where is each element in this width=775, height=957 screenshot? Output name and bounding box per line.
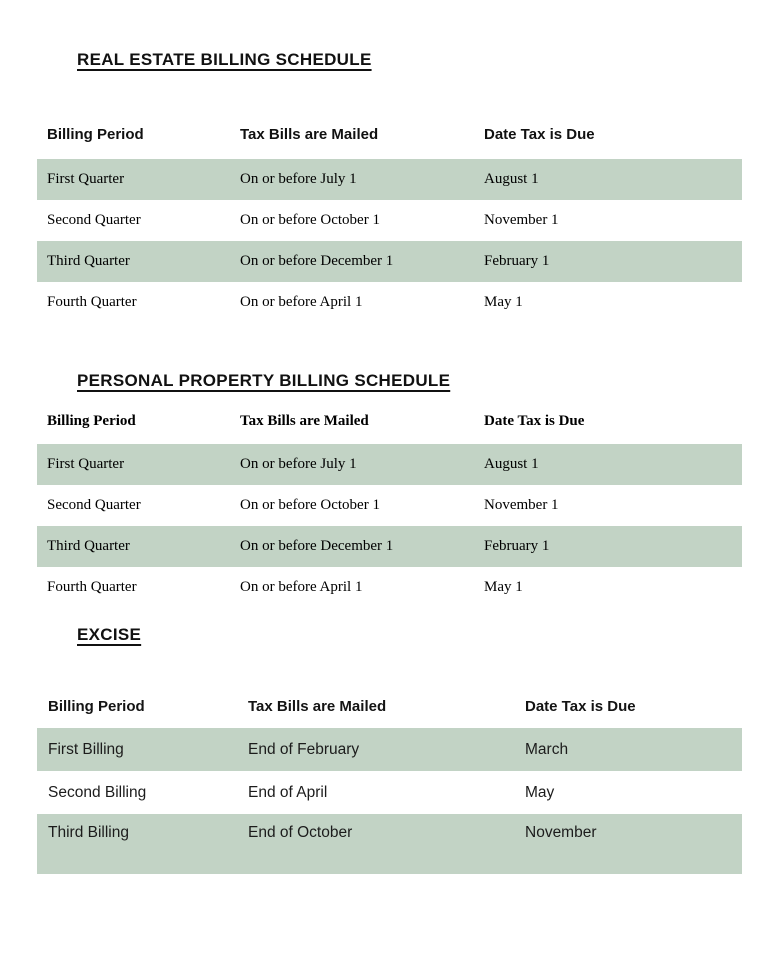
table-cell: End of October [248, 824, 353, 841]
table-cell: Second Quarter [47, 497, 141, 513]
personal-property-table [37, 399, 742, 608]
table-cell: Third Billing [48, 824, 129, 841]
table-row [37, 814, 742, 874]
table-cell: On or before December 1 [240, 538, 394, 554]
table-row [37, 159, 742, 200]
real-estate-table [37, 110, 742, 323]
table-row [37, 282, 742, 323]
column-header-tax-bills-mailed: Tax Bills are Mailed [240, 413, 369, 429]
table-cell: November 1 [484, 212, 559, 228]
table-cell: February 1 [484, 253, 550, 269]
table-cell: August 1 [484, 456, 539, 472]
table-row [37, 728, 742, 771]
table-row [37, 485, 742, 526]
table-cell: First Billing [48, 740, 124, 758]
table-cell: November 1 [484, 497, 559, 513]
table-cell: On or before October 1 [240, 497, 380, 513]
column-header-date-tax-due: Date Tax is Due [484, 126, 595, 143]
table-cell: First Quarter [47, 456, 125, 472]
table-cell: February 1 [484, 538, 550, 554]
table-cell: First Quarter [47, 171, 125, 187]
table-row [37, 526, 742, 567]
table-cell: Third Quarter [47, 253, 130, 269]
real-estate-section-title: REAL ESTATE BILLING SCHEDULE [77, 50, 372, 69]
table-cell: On or before July 1 [240, 171, 357, 187]
column-header-date-tax-due: Date Tax is Due [525, 697, 636, 715]
table-cell: Fourth Quarter [47, 579, 137, 595]
table-header-row [37, 399, 742, 444]
column-header-tax-bills-mailed: Tax Bills are Mailed [240, 126, 379, 143]
table-row [37, 241, 742, 282]
column-header-billing-period: Billing Period [47, 126, 144, 143]
table-cell: Fourth Quarter [47, 294, 137, 310]
column-header-billing-period: Billing Period [48, 697, 145, 715]
personal-property-section-title: PERSONAL PROPERTY BILLING SCHEDULE [77, 371, 451, 390]
table-header-row [37, 110, 742, 159]
column-header-tax-bills-mailed: Tax Bills are Mailed [248, 697, 387, 715]
table-cell: November [525, 824, 597, 841]
table-row [37, 567, 742, 608]
excise-table [37, 684, 742, 874]
table-cell: On or before December 1 [240, 253, 394, 269]
table-cell: May 1 [484, 294, 523, 310]
table-cell: On or before July 1 [240, 456, 357, 472]
table-cell: On or before April 1 [240, 579, 363, 595]
table-cell: End of February [248, 740, 360, 758]
table-cell: On or before October 1 [240, 212, 380, 228]
table-cell: On or before April 1 [240, 294, 363, 310]
table-cell: End of April [248, 783, 328, 801]
table-row [37, 771, 742, 814]
table-cell: May 1 [484, 579, 523, 595]
table-cell: Second Quarter [47, 212, 141, 228]
table-header-row [37, 684, 742, 728]
table-row [37, 200, 742, 241]
table-cell: May [525, 783, 555, 801]
table-cell: August 1 [484, 171, 539, 187]
column-header-date-tax-due: Date Tax is Due [484, 413, 585, 429]
excise-section-title: EXCISE [77, 625, 142, 644]
table-cell: March [525, 740, 569, 758]
table-row [37, 444, 742, 485]
table-cell: Second Billing [48, 783, 147, 801]
table-cell: Third Quarter [47, 538, 130, 554]
column-header-billing-period: Billing Period [47, 413, 136, 429]
